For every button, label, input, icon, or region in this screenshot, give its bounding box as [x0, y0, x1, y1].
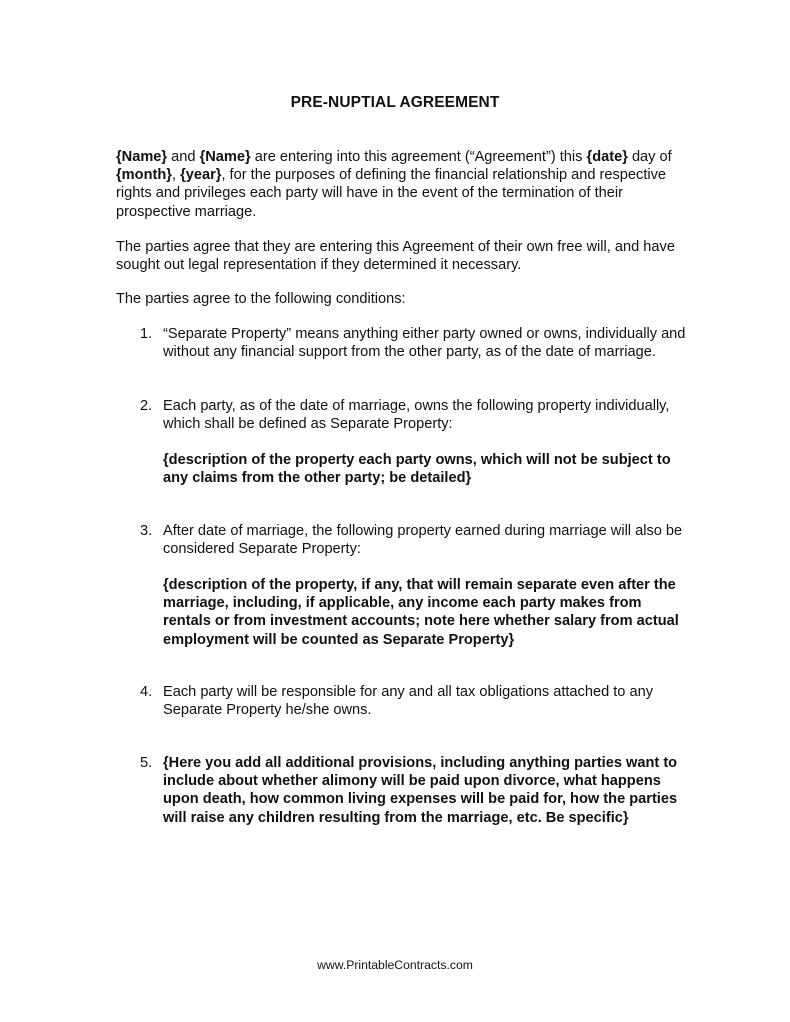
date-placeholder: {date}	[586, 149, 628, 165]
additional-provisions-placeholder: {Here you add all additional provisions, including anything parties want to include about whether alimony will be paid upon divorce, what happens upon death, how common living expenses will be paid for, how the parties will raise any children resulting from the marriage, etc. Be specific}	[163, 755, 678, 826]
condition-item-3	[116, 522, 686, 558]
item-number: 3.	[140, 523, 153, 539]
intro-text: , for the purposes of defining the financial relationship and respective rights and privileges each party will have in the event of the termination of their prospective marriage.	[116, 167, 667, 220]
item-number: 5.	[140, 755, 153, 771]
intro-paragraph	[116, 148, 686, 221]
separate-property-placeholder: {description of the property each party owns, which will not be subject to any claims from the other party; be detailed}	[163, 452, 671, 487]
condition-item-1	[116, 325, 686, 361]
intro-text: are entering into this agreement (“Agreement”) this	[250, 149, 587, 165]
month-placeholder: {month}	[116, 167, 172, 184]
marital-property-placeholder: {description of the property, if any, that will remain separate even after the marriage, including, if applicable, any income each party makes from rentals or from investment accounts; note here whether salary from actual employment will be counted as Separate Property}	[163, 577, 679, 648]
condition-item-4	[116, 683, 686, 719]
conditions-intro: The parties agree to the following conditions:	[116, 291, 406, 307]
item-number: 2.	[140, 398, 153, 414]
item-text: After date of marriage, the following property earned during marriage will also be considered Separate Property:	[163, 523, 683, 558]
item-text: Each party will be responsible for any and all tax obligations attached to any Separate Property he/she owns.	[163, 684, 653, 719]
intro-text: day of	[627, 149, 672, 165]
footer-website: www.PrintableContracts.com	[317, 958, 473, 972]
intro-text: ,	[171, 167, 181, 184]
intro-text: and	[167, 149, 200, 165]
item-number: 1.	[140, 326, 153, 342]
item-number: 4.	[140, 684, 153, 700]
free-will-paragraph: The parties agree that they are entering this Agreement of their own free will, and have sought out legal representation if they determined it necessary.	[116, 239, 675, 274]
item-text: Each party, as of the date of marriage, owns the following property individually, which shall be defined as Separate Property:	[163, 398, 670, 433]
item-text: “Separate Property” means anything either party owned or owns, individually and without any financial support from the other party, as of the date of marriage.	[163, 326, 686, 361]
condition-item-5	[116, 754, 686, 827]
document-title: PRE-NUPTIAL AGREEMENT	[290, 94, 500, 111]
condition-item-2	[116, 397, 686, 433]
year-placeholder: {year}	[180, 167, 222, 184]
name-placeholder-2: {Name}	[199, 149, 251, 165]
name-placeholder-1: {Name}	[116, 149, 168, 165]
